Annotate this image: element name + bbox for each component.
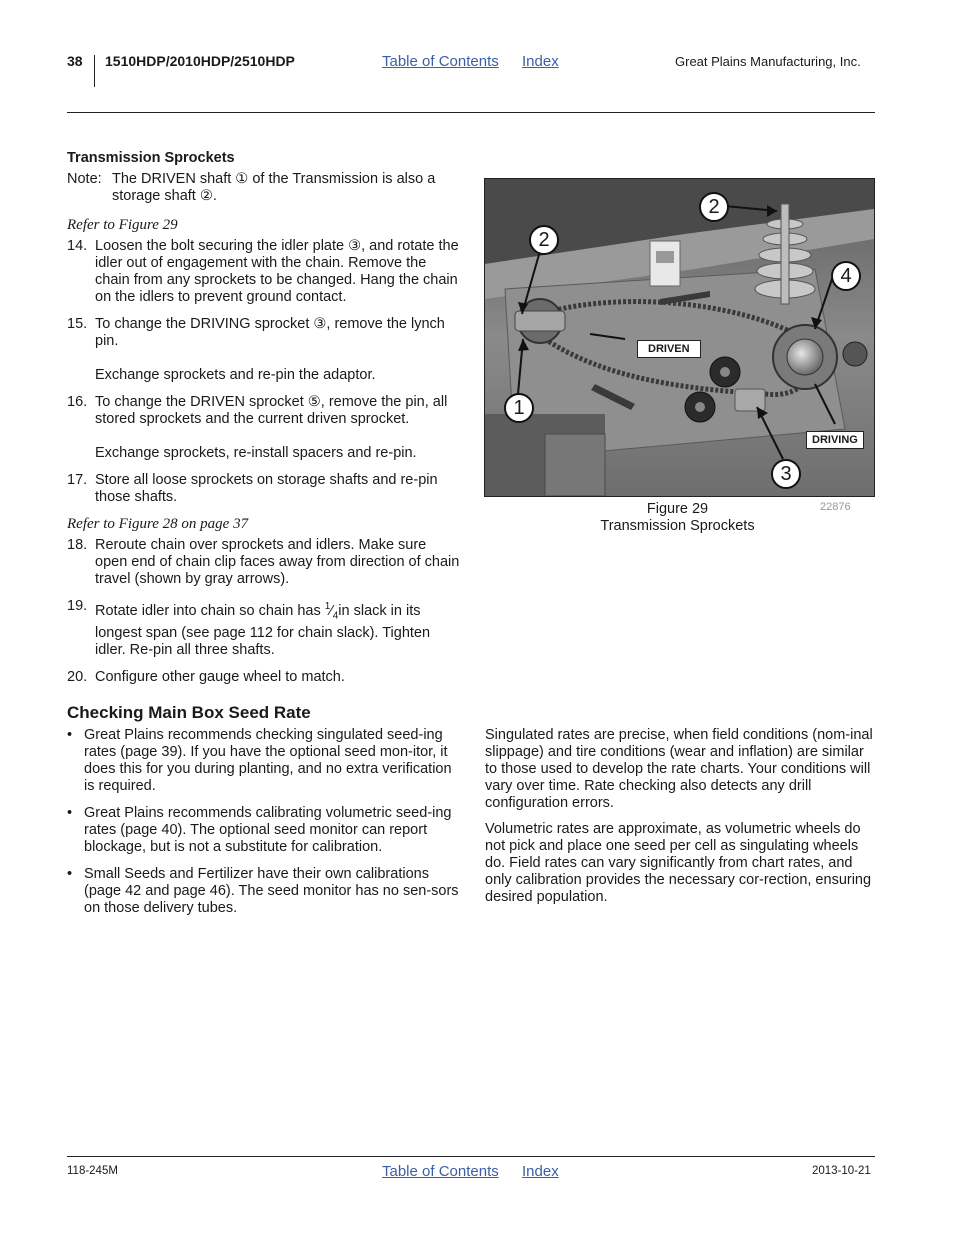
callout-1: 1: [504, 393, 534, 423]
step-text: Reroute chain over sprockets and idlers. Make sure open end of chain clip faces away from direction of chain travel (shown by gray arrows).: [95, 537, 460, 587]
step-text: Store all loose sprockets on storage shafts and re-pin those shafts.: [95, 472, 438, 505]
header-toc-link[interactable]: Table of Contents: [382, 53, 499, 70]
seed-rate-bullets: [67, 727, 462, 927]
step-number: 16.: [67, 394, 88, 410]
driving-label: DRIVING: [806, 431, 864, 449]
step-14: [67, 238, 462, 306]
callout-3: 3: [771, 459, 801, 489]
step-text: Loosen the bolt securing the idler plate ③, and rotate the idler out of engagement with the chain. Remove the chain from any sprockets to be changed. Hang the chain on the idlers to prevent ground contact.: [95, 238, 459, 305]
step-text-extra: Exchange sprockets and re-pin the adaptor.: [95, 367, 376, 383]
footer-toc-link[interactable]: Table of Contents: [382, 1163, 499, 1180]
step-number: 15.: [67, 316, 88, 332]
step-18: [67, 537, 462, 588]
step-16: [67, 394, 462, 462]
paragraph-volumetric: Volumetric rates are approximate, as volumetric wheels do not pick and place one seed per cell as singulating wheels do. Field rates can vary significantly from chart rates, and only calibration provides the necessary cor-rection, ensuring desired population.: [485, 821, 872, 905]
step-text: To change the DRIVING sprocket ③, remove the lynch pin.: [95, 316, 445, 349]
bullet-dot: •: [67, 866, 73, 882]
fraction-denominator: 4: [332, 610, 339, 622]
step-text-pre: Rotate idler into chain so chain has: [95, 602, 325, 619]
bullet-text: Great Plains recommends calibrating volumetric seed-ing rates (page 40). The optional seed monitor can report blockage, but is not a substitute for calibration.: [84, 805, 452, 855]
step-number: 17.: [67, 472, 88, 488]
figure-caption: [560, 501, 795, 535]
header-rule: [67, 112, 875, 113]
seed-rate-paragraphs: [485, 727, 877, 915]
step-text: To change the DRIVEN sprocket ⑤, remove the pin, all stored sprockets and the current driven sprocket.: [95, 394, 448, 427]
transmission-section: [67, 150, 462, 696]
figure-reference: Refer to Figure 29: [67, 217, 178, 233]
callout-2-left: 2: [529, 225, 559, 255]
transmission-photo: [484, 178, 875, 497]
figure-title: Transmission Sprockets: [600, 518, 755, 534]
note-label: Note:: [67, 171, 102, 187]
figure-image-id: 22876: [820, 501, 851, 513]
footer-index-link[interactable]: Index: [522, 1163, 559, 1180]
figure-number: Figure 29: [646, 501, 709, 517]
section-heading: Checking Main Box Seed Rate: [67, 703, 311, 722]
publication-date: 2013-10-21: [812, 1165, 871, 1177]
model-title: 1510HDP/2010HDP/2510HDP: [105, 53, 295, 69]
header-index-link[interactable]: Index: [522, 53, 559, 70]
bullet-text: Small Seeds and Fertilizer have their own calibrations (page 42 and page 46). The seed monitor has no sen-sors on those delivery tubes.: [84, 866, 459, 916]
step-15: [67, 316, 462, 384]
driven-label: DRIVEN: [637, 340, 701, 358]
callout-4: 4: [831, 261, 861, 291]
bullet-item: [67, 727, 462, 795]
bullet-item: [67, 866, 462, 917]
step-number: 19.: [67, 598, 88, 614]
company-name: Great Plains Manufacturing, Inc.: [675, 54, 861, 69]
fraction-numerator: 1: [324, 601, 331, 612]
step-number: 18.: [67, 537, 88, 553]
header-divider: [94, 55, 95, 87]
note: [67, 171, 462, 205]
step-number: 14.: [67, 238, 88, 254]
bullet-dot: •: [67, 727, 73, 743]
step-number: 20.: [67, 668, 88, 685]
document-number: 118-245M: [67, 1165, 118, 1177]
note-text: The DRIVEN shaft ① of the Transmission is also a storage shaft ②.: [112, 171, 436, 204]
bullet-dot: •: [67, 805, 73, 821]
bullet-item: [67, 805, 462, 856]
step-text-extra: Exchange sprockets, re-install spacers and re-pin.: [95, 445, 417, 461]
callout-2-top: 2: [699, 192, 729, 222]
footer-rule: [67, 1156, 875, 1157]
transmission-heading: Transmission Sprockets: [67, 150, 235, 166]
step-17: [67, 472, 462, 506]
step-text: [95, 598, 462, 659]
figure-reference: Refer to Figure 28 on page 37: [67, 516, 249, 532]
page-number: 38: [67, 53, 83, 69]
step-20: [67, 669, 462, 686]
step-text: Configure other gauge wheel to match.: [95, 668, 345, 685]
paragraph-singulated: Singulated rates are precise, when field conditions (nom-inal slippage) and tire conditions (wear and inflation) are similar to those used to develop the rate charts. Your conditions will vary over time. Rate checking also detects any drill configuration errors.: [485, 727, 873, 811]
step-19: [67, 598, 462, 659]
bullet-text: Great Plains recommends checking singulated seed-ing rates (page 39). If you have the optional seed mon-itor, it does this for you during planting, and no extra verification is required.: [84, 727, 452, 794]
fraction-slash: ⁄: [330, 602, 333, 619]
step-text-post: in slack in its longest span (see page 112 for chain slack). Tighten idler. Re-pin all three shafts.: [95, 602, 431, 658]
